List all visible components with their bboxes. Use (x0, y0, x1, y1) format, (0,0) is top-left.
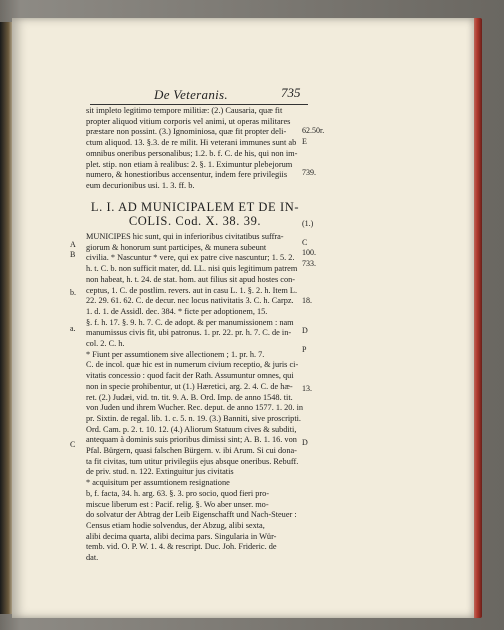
text-line: ceptus, 1. C. de postlim. revers. aut in casu L. 1. §. 2. h. Item L. (86, 285, 298, 295)
section-heading-line1: L. I. AD MUNICIPALEM ET DE IN- (90, 200, 300, 214)
text-line: pr. Sixtin. de regal. lib. 1. c. 5. n. 19. (3.) Banniti, sive proscripti. (86, 413, 301, 423)
text-line: temb. vid. O. P. W. 1. 4. & rescript. Duc. Joh. Frideric. de (86, 542, 277, 552)
text-line: MUNICIPES hic sunt, qui in inferioribus civitatibus suffra- (86, 232, 284, 241)
margin-note: A (70, 240, 76, 249)
text-line: miscue liberum est : Pacif. relig. §. Wo aber unser. mo- (86, 499, 269, 509)
text-line: omnibus oneribus personalibus; 1.2. b. f. C. de his, qui non im- (86, 148, 298, 158)
text-line: antequam à dominis suis prioribus dimissi sint; A. B. 1. 16. von (86, 435, 297, 445)
text-line: non habeat, h. t. 24. de stat. hom. aut filius sit apud hostes con- (86, 274, 296, 284)
text-line: sit impleto legitimo tempore militiæ: (2.) Causaria, quæ fit (86, 106, 283, 115)
body-text-block-1 (86, 106, 331, 192)
text-line: ctum aliquod. 13. §.3. de re milit. Hi veterani immunes sunt ab (86, 138, 297, 148)
text-line: §. f. h. 17. §. 9. h. 7. C. de adopt. & per manumissionem : nam (86, 317, 294, 327)
margin-note: b. (70, 288, 76, 297)
text-line: alibi decima quarta, alibi decima pars. Singularia in Wür- (86, 531, 277, 541)
text-line: ret. (2.) Judæi, vid. tn. tit. 9. A. B. Ord. Imp. de anno 1548. tit. (86, 392, 293, 402)
margin-note: P (302, 345, 307, 354)
text-line: * acquisitum per assumtionem resignatione (86, 478, 230, 488)
text-line: plet. stip. non etiam à realibus: 2. §. 1. Eximuntur plebejorum (86, 159, 293, 169)
margin-note: B (70, 250, 76, 259)
margin-note: 733. (302, 259, 316, 268)
text-line: C. de incol. quæ hic est in numerum civium receptio, & juris ci- (86, 360, 299, 370)
text-line: numero, & honestioribus accensentur, indem fere privilegiis (86, 170, 288, 180)
text-line: manumissus civis fit, ubi patronus. 1. pr. 22. pr. h. 7. C. de in- (86, 328, 292, 338)
margin-note: D (302, 326, 308, 335)
text-line: vitatis concessio : quod facit der Rath. Assumuntur omnes, qui (86, 371, 294, 381)
margin-note: E (302, 137, 307, 146)
text-line: de priv. stud. n. 122. Extinguitur jus civitatis (86, 467, 234, 477)
text-line: col. 2. C. h. (86, 339, 125, 349)
body-text-block-2 (86, 232, 333, 564)
margin-note: 62.50r. (302, 126, 325, 135)
page-number: 735 (281, 85, 301, 100)
text-line: eum decurionibus usi. 1. 3. ff. b. (86, 180, 195, 190)
text-line: b, f. facta, 34. h. arg. 63. §. 3. pro socio, quod fieri pro- (86, 488, 270, 498)
margin-note: 739. (302, 168, 316, 177)
margin-note: C (302, 238, 308, 247)
text-line: do solvatur der Abtrag der Leib Eigenschafft und Nach-Steuer : (86, 510, 297, 520)
section-heading (86, 200, 304, 228)
text-line: propter aliquod vitium corporis vel animi, ut operas militares (86, 116, 291, 126)
text-line: giorum & honorum sunt participes, & munera subeunt (86, 242, 267, 252)
text-line: 1. d. 1. de Assidl. dec. 384. * ficte per adoptionem, 15. (86, 306, 268, 316)
text-line: Ord. Cam. p. 2. t. 10. 12. (4.) Aliorum Statuum cives & subditi, (86, 424, 297, 434)
page-header-title: De Veteranis. (154, 87, 228, 102)
text-line: non in specie prohibentur, ut (1.) Hæretici, arg. 2. 4. C. de hæ- (86, 381, 293, 391)
text-line: * Fiunt per assumtionem sive allectionem ; 1. pr. h. 7. (86, 349, 265, 359)
margin-note: 13. (302, 384, 312, 393)
margin-note: D (302, 438, 308, 447)
text-line: ta fit civitas, tum utitur privilegiis ejus absque oneribus. Rebuff. (86, 456, 299, 466)
margin-note: a. (70, 324, 76, 333)
text-line: præstare non possint. (3.) Ignominiosa, quæ fit propter deli- (86, 127, 287, 137)
text-line: Census etiam hodie solvendus, der Abzug, alibi sexta, (86, 520, 265, 530)
text-line: civilia. * Nascuntur * vere, qui ex patre cive nascuntur; 1. 5. 2. (86, 253, 295, 263)
text-line: 22. 29. 61. 62. C. de decur. nec locus nativitatis 3. C. h. Carpz. (86, 296, 294, 306)
text-line: dat. (86, 553, 99, 563)
margin-note: (1.) (302, 219, 314, 228)
section-heading-line2: COLIS. Cod. X. 38. 39. (128, 214, 262, 228)
margin-note: C (70, 440, 76, 449)
text-line: Pfal. Bürgern, quasi falschen Bürgern. v. ibi Arum. Si cui dona- (86, 446, 297, 456)
text-line: von Juden und ihrem Wucher. Rec. deput. de anno 1577. 1. 20. in (86, 403, 304, 413)
text-line: h. t. C. b. non sufficit mater, dd. LL. nisi quis legitimum patrem (86, 264, 298, 274)
margin-note: 18. (302, 296, 312, 305)
header-rule (90, 104, 308, 105)
margin-note: 100. (302, 248, 316, 257)
